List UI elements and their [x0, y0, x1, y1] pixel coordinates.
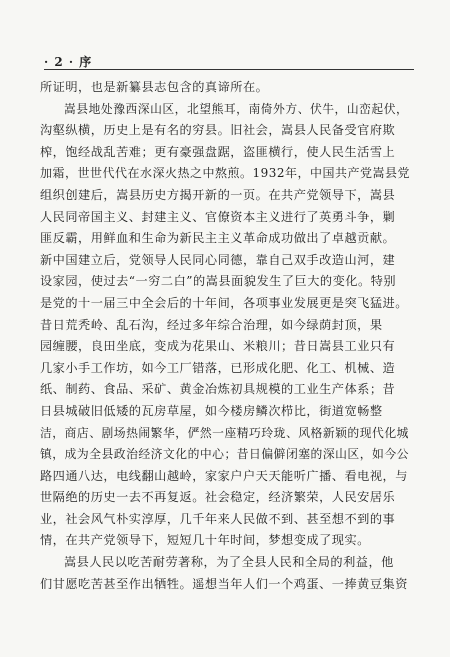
text-line: 榨，饱经战乱苦难；更有豪强盘踞，盗匪横行，使人民生活雪上 — [40, 144, 396, 159]
text-line: 园缠腰，良田坐底，变成为花果山、米粮川；昔日嵩县工业只有 — [40, 339, 396, 354]
text-line: 纸、制药、食品、采矿、黄金冶炼初具规模的工业生产体系；昔 — [40, 382, 396, 397]
text-line: 情，在共产党领导下，短短几十年时间，梦想变成了现实。 — [40, 533, 370, 548]
text-line: 日县城破旧低矮的瓦房草屋，如今楼房鳞次栉比，街道宽畅整 — [40, 403, 383, 418]
running-head: · 2 · 序 — [44, 55, 93, 69]
text-line: 新中国建立后，党领导人民同心同德，靠自己双手改造山河，建 — [40, 252, 396, 267]
text-line: 人民同帝国主义、封建主义、官僚资本主义进行了英勇斗争，剿 — [40, 209, 396, 224]
text-line: 昔日荒秃岭、乱石沟，经过多年综合治理，如今绿荫封顶，果 — [40, 317, 383, 332]
text-line: 设家园，使过去“一穷二白”的嵩县面貌发生了巨大的变化。特别 — [40, 274, 397, 289]
text-line: 嵩县地处豫西深山区，北望熊耳，南倚外方、伏牛，山峦起伏， — [64, 101, 409, 116]
text-line: 业，社会风气朴实淳厚，几千年来人民做不到、甚至想不到的事 — [40, 511, 396, 526]
text-line: 是党的十一届三中全会后的十年间，各项事业发展更是突飞猛进。 — [40, 295, 408, 310]
text-line: 沟壑纵横，历史上是有名的穷县。旧社会，嵩县人民备受官府欺 — [40, 123, 396, 138]
text-line: 们甘愿吃苦甚至作出牺牲。遥想当年人们一个鸡蛋、一捧黄豆集资 — [40, 576, 408, 591]
text-line: 组织创建后，嵩县历史方揭开新的一页。在共产党领导下，嵩县 — [40, 187, 396, 202]
text-line: 世隔绝的历史一去不再复返。社会稳定，经济繁荣，人民安居乐 — [40, 490, 396, 505]
text-line: 加霜，世世代代在水深火热之中熬煎。1932年，中国共产党嵩县党 — [40, 166, 411, 181]
body-text — [40, 77, 412, 595]
text-line: 路四通八达，电线翻山越岭，家家户户天天能听广播、看电视，与 — [40, 468, 408, 483]
text-line: 所证明，也是新纂县志包含的真谛所在。 — [40, 80, 269, 94]
text-line: 洁，商店、剧场热闹繁华，俨然一座精巧玲珑、风格新颖的现代化城 — [40, 425, 409, 440]
text-line: 匪反霸，用鲜血和生命为新民主主义革命成功做出了卓越贡献。 — [40, 231, 396, 246]
text-line: 几家小手工作坊，如今工厂错落，已形成化肥、化工、机械、造 — [40, 360, 396, 375]
header-rule — [44, 69, 414, 70]
text-line: 嵩县人民以吃苦耐劳著称，为了全县人民和全局的利益，他 — [64, 555, 394, 570]
text-line: 镇，成为全县政治经济文化的中心；昔日偏僻闭塞的深山区，如今公 — [40, 447, 409, 462]
